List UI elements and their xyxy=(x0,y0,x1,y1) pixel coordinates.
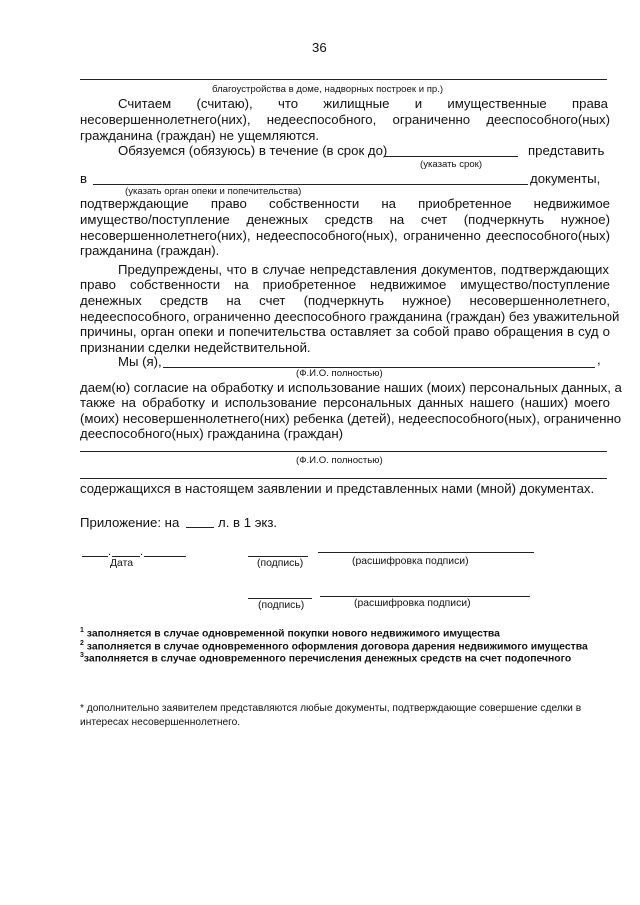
p3-line-1: Предупреждены, что в случае непредставления документов, подтверждающих xyxy=(118,262,609,277)
decoding-field-2[interactable] xyxy=(320,596,530,597)
p3-line-5: причины, орган опеки и попечительства оставляет за собой право обращения в суд о xyxy=(80,324,610,339)
p2-start: Обязуемся (обязуюсь) в течение (в срок до) xyxy=(118,143,388,158)
p1-line-2: несовершеннолетнего(них), недееспособного, ограниченно дееспособного(ных) xyxy=(80,112,610,127)
p2-line-4: гражданина (граждан). xyxy=(80,243,220,258)
fio-field-3[interactable] xyxy=(80,478,607,479)
attachment-sheets-field[interactable] xyxy=(186,527,214,528)
caption-authority: (указать орган опеки и попечительства) xyxy=(125,186,302,197)
caption-fio: (Ф.И.О. полностью) xyxy=(296,368,383,379)
p4-line-3: (моих) несовершеннолетнего(них) ребенка (детей), недееспособного(ных), ограниченно xyxy=(80,411,622,426)
attachment-suffix: л. в 1 экз. xyxy=(218,515,278,530)
decoding-label-2: (расшифровка подписи) xyxy=(354,598,471,609)
p4-line-2: также на обработку и использование персональных данных нашего (наших) моего xyxy=(80,395,610,410)
additional-note-line-1: * дополнительно заявителем представляются любые документы, подтверждающие совершение сделки в xyxy=(80,703,582,714)
term-field[interactable] xyxy=(384,156,518,157)
caption-term: (указать срок) xyxy=(420,159,483,170)
date-separator-1: . xyxy=(108,546,112,558)
fill-line-top xyxy=(80,79,607,80)
date-day-field[interactable] xyxy=(82,556,108,557)
p4-contained: содержащихся в настоящем заявлении и представленных нами (мной) документах. xyxy=(80,481,595,496)
attachment-prefix: Приложение: на xyxy=(80,515,180,530)
p4-comma: , xyxy=(597,352,601,367)
p2-line-3: несовершеннолетнего(них), недееспособного(ных), ограниченно дееспособного(ных) xyxy=(80,228,610,243)
signature-field-2[interactable] xyxy=(248,598,312,599)
footnote-1: $^1$ заполняется в случае одновременной покупки нового недвижимого имущества xyxy=(80,627,500,640)
footnote-2: $^2$ заполняется в случае одновременного оформления договора дарения недвижимого имущества xyxy=(80,640,588,653)
p3-line-6: признании сделки недействительной. xyxy=(80,340,311,355)
p2-documents: документы, xyxy=(530,171,601,186)
signature-label-1: (подпись) xyxy=(257,558,304,569)
p4-line-1: даем(ю) согласие на обработку и использование наших (моих) персональных данных, а xyxy=(80,380,622,395)
p1-line-3: гражданина (граждан) не ущемляются. xyxy=(80,128,320,143)
p1-line-1: Считаем (считаю), что жилищные и имущественные права xyxy=(118,96,608,111)
authority-field[interactable] xyxy=(93,184,528,185)
date-separator-2: . xyxy=(140,546,144,558)
date-month-field[interactable] xyxy=(112,556,140,557)
fio-field-2[interactable] xyxy=(80,451,607,452)
signature-label-2: (подпись) xyxy=(258,600,305,611)
decoding-field-1[interactable] xyxy=(318,552,534,553)
p3-line-2: право собственности на приобретенное недвижимое имущество/поступление xyxy=(80,277,610,292)
p3-line-3: денежных средств на счет (подчеркнуть нужное) несовершеннолетнего, xyxy=(80,293,610,308)
p2-prefix-in: в xyxy=(80,171,88,186)
date-year-field[interactable] xyxy=(144,556,186,557)
decoding-label-1: (расшифровка подписи) xyxy=(352,556,469,567)
p2-line-1: подтверждающие право собственности на приобретенное недвижимое xyxy=(80,196,610,211)
p4-we: Мы (я), xyxy=(118,354,162,369)
page-number: 36 xyxy=(312,40,327,55)
footnote-3: $^3$заполняется в случае одновременного перечисления денежных средств на счет подопечного xyxy=(80,652,572,665)
signature-field-1[interactable] xyxy=(248,556,308,557)
p2-end: представить xyxy=(528,143,605,158)
additional-note-line-2: интересах несовершеннолетнего. xyxy=(80,717,241,728)
caption-fio-2: (Ф.И.О. полностью) xyxy=(296,455,383,466)
p3-line-4: недееспособного, ограниченно дееспособного гражданина (граждан) без уважительной xyxy=(80,309,620,324)
date-label: Дата xyxy=(110,558,134,569)
p2-line-2: имущество/поступление денежных средств на счет (подчеркнуть нужное) xyxy=(80,212,610,227)
p4-line-4: дееспособного(ных) гражданина (граждан) xyxy=(80,426,343,441)
caption-improvements: благоустройства в доме, надворных построек и пр.) xyxy=(212,84,444,95)
